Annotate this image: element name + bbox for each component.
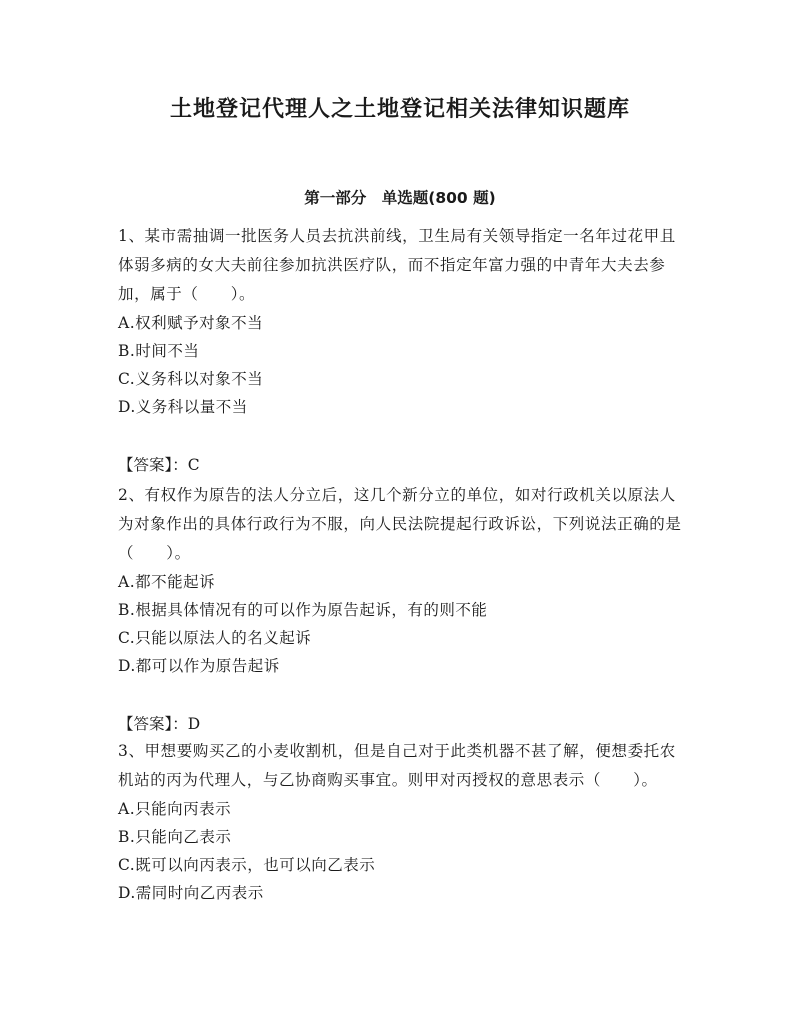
option-b: B.只能向乙表示 bbox=[118, 828, 232, 846]
option-c: C.既可以向丙表示，也可以向乙表示 bbox=[118, 856, 376, 874]
answer-value: D bbox=[187, 715, 201, 733]
option-c: C.义务科以对象不当 bbox=[118, 370, 264, 388]
option-c: C.只能以原法人的名义起诉 bbox=[118, 629, 312, 647]
question-2 bbox=[118, 481, 688, 738]
question-stem: 2、有权作为原告的法人分立后，这几个新分立的单位，如对行政机关以原法人为对象作出的具体行政行为不服，向人民法院提起行政诉讼，下列说法正确的是（ ）。 bbox=[118, 486, 682, 562]
option-d: D.义务科以量不当 bbox=[118, 398, 248, 416]
option-a: A.都不能起诉 bbox=[118, 573, 216, 591]
document-title: 土地登记代理人之土地登记相关法律知识题库 bbox=[169, 97, 630, 122]
section-heading: 第一部分 单选题(800 题) bbox=[304, 189, 496, 207]
option-a: A.权利赋予对象不当 bbox=[118, 314, 264, 332]
option-d: D.需同时向乙丙表示 bbox=[118, 884, 264, 902]
answer-label: 【答案】： bbox=[118, 456, 188, 474]
question-3 bbox=[118, 737, 688, 907]
question-stem: 1、某市需抽调一批医务人员去抗洪前线，卫生局有关领导指定一名年过花甲且体弱多病的女大夫前往参加抗洪医疗队，而不指定年富力强的中青年大夫去参加，属于（ ）。 bbox=[118, 227, 676, 303]
answer-label: 【答案】： bbox=[118, 715, 188, 733]
option-d: D.都可以作为原告起诉 bbox=[118, 657, 280, 675]
answer bbox=[118, 451, 688, 479]
answer-value: C bbox=[187, 456, 200, 474]
question-1 bbox=[118, 222, 688, 479]
option-b: B.根据具体情况有的可以作为原告起诉，有的则不能 bbox=[118, 601, 488, 619]
answer bbox=[118, 710, 688, 738]
option-b: B.时间不当 bbox=[118, 342, 200, 360]
option-a: A.只能向丙表示 bbox=[118, 800, 232, 818]
question-stem: 3、甲想要购买乙的小麦收割机，但是自己对于此类机器不甚了解，便想委托农机站的丙为代理人，与乙协商购买事宜。则甲对丙授权的意思表示（ ）。 bbox=[118, 742, 676, 789]
